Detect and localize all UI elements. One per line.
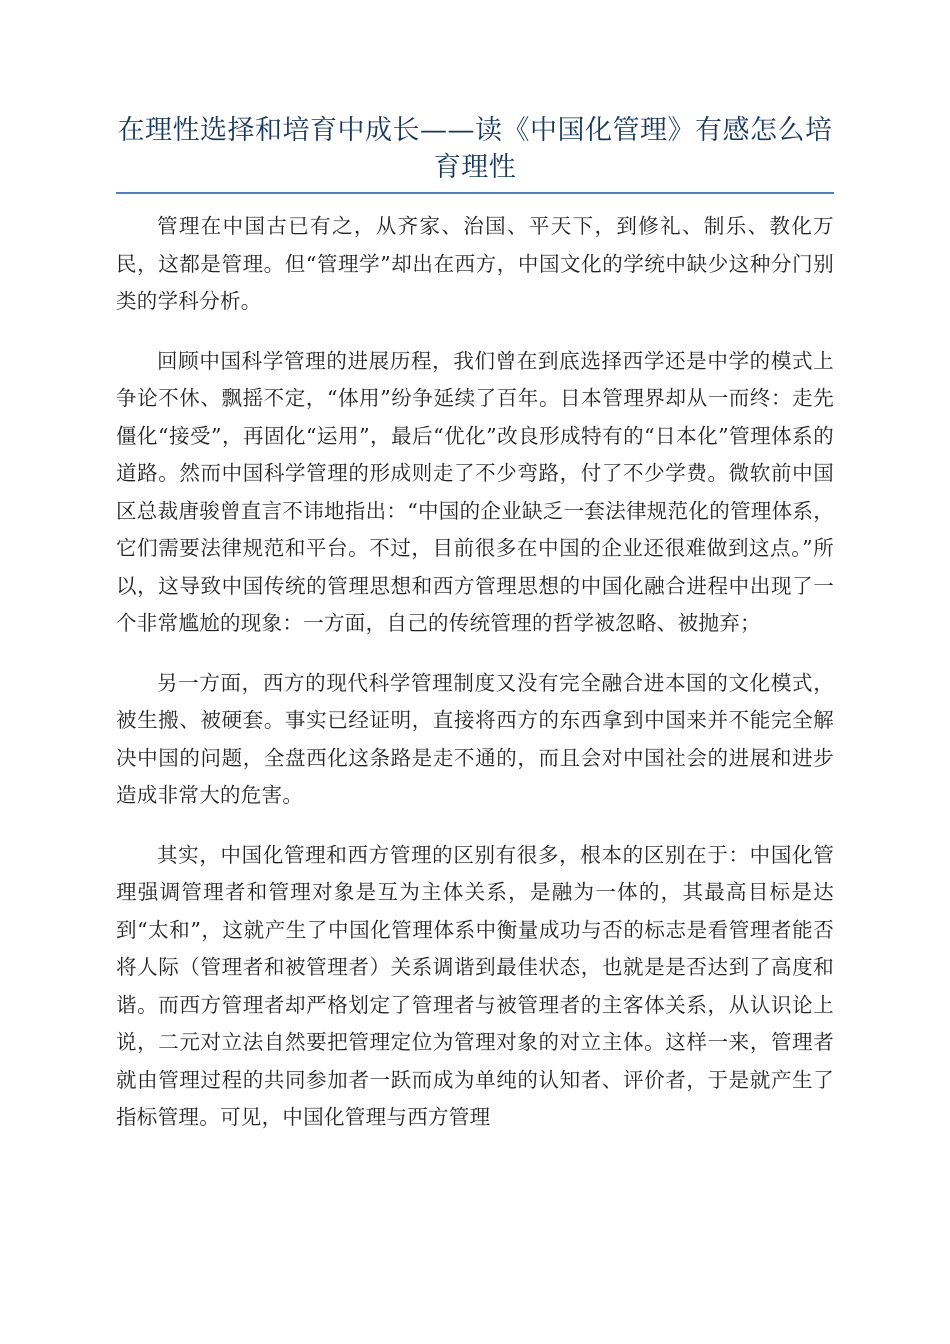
paragraph-2: 回顾中国科学管理的进展历程，我们曾在到底选择西学还是中学的模式上争论不休、飘摇不定，“体用”纷争延续了百年。日本管理界却从一而终：走先僵化“接受”，再固化“运用”，最后“优化”改良形成特有的“日本化”管理体系的道路。然而中国科学管理的形成则走了不少弯路，付了不少学费。微软前中国区总裁唐骏曾直言不讳地指出：“中国的企业缺乏一套法律规范化的管理体系，它们需要法律规范和平台。不过，目前很多在中国的企业还很难做到这点。”所以，这导致中国传统的管理思想和西方管理思想的中国化融合进程中出现了一个非常尴尬的现象：一方面，自己的传统管理的哲学被忽略、被抛弃； <box>116 348 834 635</box>
title-block <box>116 112 834 194</box>
paragraph-4: 其实，中国化管理和西方管理的区别有很多，根本的区别在于：中国化管理强调管理者和管理对象是互为主体关系，是融为一体的，其最高目标是达到“太和”，这就产生了中国化管理体系中衡量成功与否的标志是看管理者能否将人际（管理者和被管理者）关系调谐到最佳状态，也就是是否达到了高度和谐。而西方管理者却严格划定了管理者与被管理者的主客体关系，从认识论上说，二元对立法自然要把管理定位为管理对象的对立主体。这样一来，管理者就由管理过程的共同参加者一跃而成为单纯的认知者、评价者，于是就产生了指标管理。可见，中国化管理与西方管理 <box>116 842 834 1129</box>
document-body <box>116 208 834 1159</box>
paragraph-3: 另一方面，西方的现代科学管理制度又没有完全融合进本国的文化模式，被生搬、被硬套。事实已经证明，直接将西方的东西拿到中国来并不能完全解决中国的问题，全盘西化这条路是走不通的，而且会对中国社会的进展和进步造成非常大的危害。 <box>116 670 834 807</box>
document-title: 在理性选择和培育中成长——读《中国化管理》有感怎么培育理性 <box>117 115 833 183</box>
paragraph-1: 管理在中国古已有之，从齐家、治国、平天下，到修礼、制乐、教化万民，这都是管理。但“管理学”却出在西方，中国文化的学统中缺少这种分门别类的学科分析。 <box>116 214 834 313</box>
